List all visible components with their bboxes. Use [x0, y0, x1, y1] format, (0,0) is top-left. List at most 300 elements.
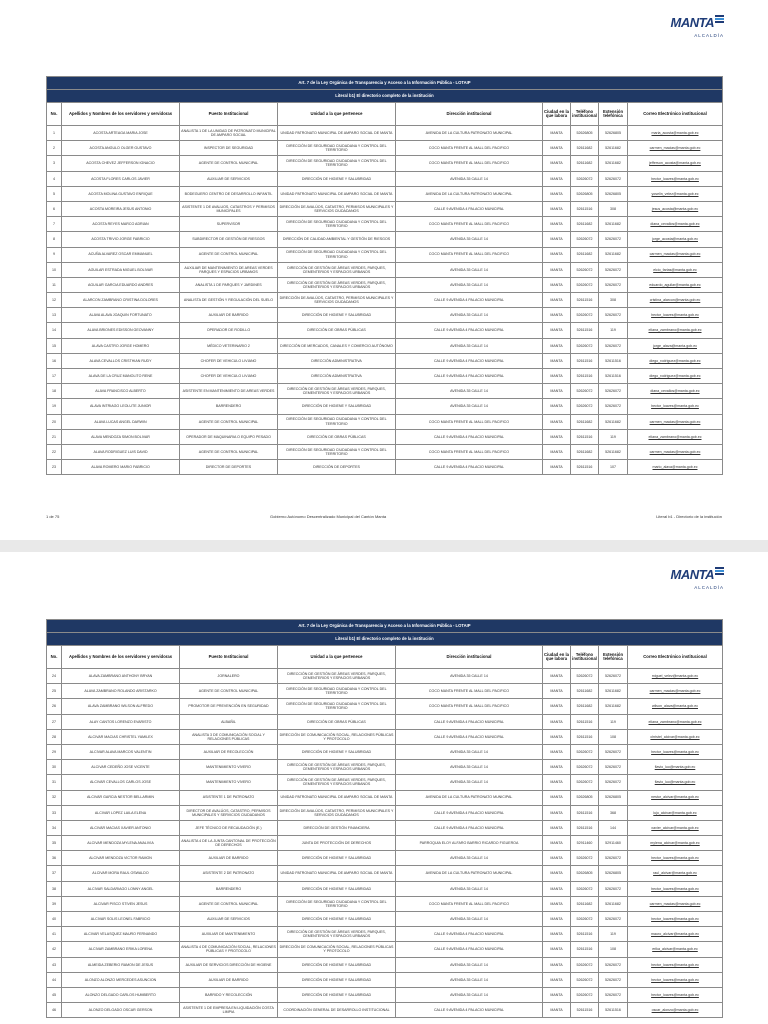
cell-no: 27	[47, 714, 62, 729]
cell-no: 4	[47, 171, 62, 186]
cell-email[interactable]: miguel_velez@manta.gob.ec	[628, 669, 723, 684]
cell-no: 16	[47, 353, 62, 368]
cell-email[interactable]: wilson_alava@manta.gob.ec	[628, 699, 723, 714]
cell-city: MANTA	[543, 775, 571, 790]
cell-address: AVENIDA 35 CALLE 14	[396, 760, 543, 775]
cell-no: 41	[47, 927, 62, 942]
cell-email[interactable]: lujo_alcivar@manta.gob.ec	[628, 805, 723, 820]
logo-wordmark: MANTA	[670, 567, 714, 582]
cell-extension: 52626072	[599, 338, 628, 353]
cell-city: MANTA	[543, 353, 571, 368]
cell-name: ALAVA FRANCISCO ALBERTO	[62, 384, 180, 399]
cell-extension: 52611682	[599, 414, 628, 429]
cell-email[interactable]: flavio_luo@manta.gob.ec	[628, 775, 723, 790]
cell-extension: 52611516	[599, 1003, 628, 1018]
table-row	[47, 684, 723, 699]
cell-address: CALLE 9 AVENIDA 4 PALACIO MUNICIPAL	[396, 353, 543, 368]
cell-email[interactable]: hector_loaves@manta.gob.ec	[628, 957, 723, 972]
cell-city: MANTA	[543, 957, 571, 972]
cell-no: 6	[47, 201, 62, 216]
cell-unit: UNIDAD PATRONATO MUNICIPAL DE AMPARO SOCIAL DE MANTA	[278, 126, 396, 141]
cell-no: 20	[47, 414, 62, 429]
cell-address: COCO MANTA FRENTE AL MALL DEL PACIFICO	[396, 684, 543, 699]
cell-email[interactable]: raul_alcivar@manta.gob.ec	[628, 866, 723, 881]
cell-unit: DIRECCIÓN DE GESTIÓN DE ÁREAS VERDES, PARQUES, CEMENTERIOS Y ESPACIOS URBANOS	[278, 775, 396, 790]
cell-name: ALCIVAR LOPEZ LAILA ELENA	[62, 805, 180, 820]
cell-no: 7	[47, 217, 62, 232]
cell-name: ALAVA RODRIGUEZ LUIS DAVID	[62, 444, 180, 459]
cell-name: ALAY CANTOS LORENZO EVARISTO	[62, 714, 180, 729]
cell-phone: 52626072	[571, 171, 599, 186]
cell-unit: DIRECCIÓN DE AVALÚOS, CATASTRO, PERMISOS MUNICIPALES Y SERVICIOS CIUDADANOS	[278, 293, 396, 308]
cell-phone: 52626805	[571, 126, 599, 141]
cell-name: ALCIVAR MENDOZA MYLENA ANALIVIA	[62, 836, 180, 851]
cell-phone: 52611682	[571, 217, 599, 232]
table-row	[47, 353, 723, 368]
table-row	[47, 293, 723, 308]
cell-name: ALAVA ZAMBRANO WILSON ALFREDO	[62, 699, 180, 714]
table-row	[47, 369, 723, 384]
cell-position: AUXILIAR DE SERVICIOS	[180, 171, 278, 186]
table-row	[47, 669, 723, 684]
cell-extension: 52626072	[599, 232, 628, 247]
cell-extension: 52626072	[599, 399, 628, 414]
cell-address: COCO MANTA FRENTE AL MALL DEL PACIFICO	[396, 414, 543, 429]
cell-name: ALCIVAR MENDOZA VICTOR RAMON	[62, 851, 180, 866]
table-row	[47, 729, 723, 744]
cell-city: MANTA	[543, 277, 571, 292]
cell-no: 28	[47, 729, 62, 744]
cell-unit: DIRECCIÓN DE COMUNICACIÓN SOCIAL, RELACIONES PÚBLICAS Y PROTOCOLO	[278, 942, 396, 957]
cell-unit: DIRECCIÓN DE OBRAS PÚBLICAS	[278, 429, 396, 444]
cell-position: AGENTE DE CONTROL MUNICIPAL	[180, 444, 278, 459]
cell-unit: DIRECCIÓN DE SEGURIDAD CIUDADANA Y CONTROL DEL TERRITORIO	[278, 896, 396, 911]
cell-unit: DIRECCIÓN DE HIGIENE Y SALUBRIDAD	[278, 881, 396, 896]
table-row	[47, 460, 723, 475]
logo-bars-icon	[715, 566, 724, 575]
cell-position: AUXILIAR DE MANTENIMIENTO	[180, 927, 278, 942]
col-header-extension: Extensión telefónica	[599, 103, 628, 126]
cell-position: AUXILIAR DE BARRIDO	[180, 308, 278, 323]
cell-email[interactable]: hector_loaves@manta.gob.ec	[628, 744, 723, 759]
cell-position: AUXILIAR DE SERVICIOS DIRECCIÓN DE HIGIENE	[180, 957, 278, 972]
cell-no: 32	[47, 790, 62, 805]
table-row	[47, 308, 723, 323]
cell-city: MANTA	[543, 684, 571, 699]
cell-extension: 52626072	[599, 262, 628, 277]
cell-email[interactable]: hector_loaves@manta.gob.ec	[628, 912, 723, 927]
cell-position: ANALISTA 4 DE COMUNICACIÓN SOCIAL, RELACIONES PÚBLICAS Y PROTOCOLO	[180, 942, 278, 957]
cell-city: MANTA	[543, 444, 571, 459]
cell-position: INSPECTOR DE SEGURIDAD	[180, 141, 278, 156]
cell-position: JEFE TÉCNICO DE RECAUDACIÓN (E.)	[180, 820, 278, 835]
cell-unit: DIRECCIÓN DE SEGURIDAD CIUDADANA Y CONTROL DEL TERRITORIO	[278, 444, 396, 459]
cell-address: AVENIDA 35 CALLE 14	[396, 277, 543, 292]
table-row	[47, 323, 723, 338]
cell-city: MANTA	[543, 881, 571, 896]
cell-email[interactable]: hector_loaves@manta.gob.ec	[628, 987, 723, 1002]
cell-phone: 52626072	[571, 881, 599, 896]
cell-name: ALCIVAR VELASQUEZ MAURO FERNANDO	[62, 927, 180, 942]
cell-phone: 52626072	[571, 957, 599, 972]
cell-no: 19	[47, 399, 62, 414]
cell-phone: 52626072	[571, 308, 599, 323]
cell-address: PARROQUIA ELOY ALFARO BARRIO RICARDO FIGUEROA	[396, 836, 543, 851]
cell-position: CHOFER DE VEHICULO LIVIANO	[180, 369, 278, 384]
cell-unit: DIRECCIÓN DE SEGURIDAD CIUDADANA Y CONTROL DEL TERRITORIO	[278, 156, 396, 171]
cell-name: ALAVA INTRIAGO LEOLUTE JUNIOR	[62, 399, 180, 414]
cell-city: MANTA	[543, 972, 571, 987]
col-header-extension: Extensión telefónica	[599, 646, 628, 669]
cell-email[interactable]: cristina_alarcon@manta.gob.ec	[628, 293, 723, 308]
cell-city: MANTA	[543, 308, 571, 323]
page-separator	[0, 540, 768, 552]
cell-no: 22	[47, 444, 62, 459]
cell-address: CALLE 9 AVENIDA 4 PALACIO MUNICIPAL	[396, 820, 543, 835]
cell-extension: 119	[599, 714, 628, 729]
cell-extension: 108	[599, 729, 628, 744]
cell-extension: 52626072	[599, 881, 628, 896]
cell-name: ALCIVAR CEDEÑO JOSE VICENTE	[62, 760, 180, 775]
table-row	[47, 384, 723, 399]
cell-city: MANTA	[543, 323, 571, 338]
table-row	[47, 141, 723, 156]
cell-email[interactable]: diego_rodriguez@manta.gob.ec	[628, 369, 723, 384]
cell-phone: 52611516	[571, 353, 599, 368]
cell-phone: 52626805	[571, 186, 599, 201]
cell-city: MANTA	[543, 866, 571, 881]
cell-city: MANTA	[543, 399, 571, 414]
cell-position: ALBAÑIL	[180, 714, 278, 729]
cell-city: MANTA	[543, 790, 571, 805]
cell-address: AVENIDA DE LA CULTURA PATRONATO MUNICIPAL	[396, 126, 543, 141]
table-row	[47, 714, 723, 729]
cell-extension: 52611682	[599, 684, 628, 699]
cell-phone: 52611516	[571, 927, 599, 942]
table-row	[47, 881, 723, 896]
cell-extension: 52626805	[599, 186, 628, 201]
cell-email[interactable]: flavio_luo@manta.gob.ec	[628, 760, 723, 775]
cell-email[interactable]: xavier_alcivar@manta.gob.ec	[628, 820, 723, 835]
cell-position: BODEGUERO CENTRO DE DESARROLLO INFANTIL	[180, 186, 278, 201]
cell-extension: 108	[599, 942, 628, 957]
cell-city: MANTA	[543, 820, 571, 835]
manta-logo	[664, 566, 724, 588]
col-header-position: Puesto Institucional	[180, 103, 278, 126]
cell-address: AVENIDA 35 CALLE 14	[396, 957, 543, 972]
cell-address: AVENIDA DE LA CULTURA PATRONATO MUNICIPAL	[396, 790, 543, 805]
cell-name: ALAVA LUCAS ANGEL DARWIN	[62, 414, 180, 429]
cell-email[interactable]: christel_alcivar@manta.gob.ec	[628, 729, 723, 744]
directory-table	[46, 76, 723, 475]
cell-email[interactable]: eliana_zambrano@manta.gob.ec	[628, 714, 723, 729]
cell-unit: DIRECCIÓN DE SEGURIDAD CIUDADANA Y CONTROL DEL TERRITORIO	[278, 699, 396, 714]
table-row	[47, 896, 723, 911]
logo-bars-icon	[715, 14, 724, 23]
cell-city: MANTA	[543, 429, 571, 444]
cell-no: 37	[47, 866, 62, 881]
cell-unit: DIRECCIÓN DE HIGIENE Y SALUBRIDAD	[278, 171, 396, 186]
cell-email[interactable]: jesus_acosta@manta.gob.ec	[628, 201, 723, 216]
col-header-position: Puesto Institucional	[180, 646, 278, 669]
cell-address: CALLE 9 AVENIDA 4 PALACIO MUNICIPAL	[396, 323, 543, 338]
cell-name: ALAVA CEVALLOS CRISTHIAN RUDY	[62, 353, 180, 368]
cell-extension: 52626072	[599, 760, 628, 775]
cell-city: MANTA	[543, 729, 571, 744]
cell-city: MANTA	[543, 1003, 571, 1018]
table-row	[47, 760, 723, 775]
cell-city: MANTA	[543, 744, 571, 759]
table-banner-title: Art. 7 de la Ley Orgánica de Transparencia y Acceso a la Información Pública - LOTAIP	[47, 77, 723, 90]
cell-city: MANTA	[543, 384, 571, 399]
cell-name: ALCIVAR MACIAS CHRISTEL YAMILEX	[62, 729, 180, 744]
cell-city: MANTA	[543, 760, 571, 775]
cell-address: AVENIDA 35 CALLE 14	[396, 972, 543, 987]
cell-address: CALLE 9 AVENIDA 4 PALACIO MUNICIPAL	[396, 460, 543, 475]
cell-address: AVENIDA 35 CALLE 14	[396, 308, 543, 323]
cell-city: MANTA	[543, 247, 571, 262]
cell-phone: 52626072	[571, 987, 599, 1002]
cell-email[interactable]: carmen_macias@manta.gob.ec	[628, 896, 723, 911]
col-header-no: No.	[47, 646, 62, 669]
cell-address: AVENIDA 35 CALLE 14	[396, 262, 543, 277]
cell-no: 11	[47, 277, 62, 292]
cell-no: 30	[47, 760, 62, 775]
cell-extension: 52611682	[599, 444, 628, 459]
cell-unit: DIRECCIÓN DE GESTIÓN DE ÁREAS VERDES, PARQUES, CEMENTERIOS Y ESPACIOS URBANOS	[278, 760, 396, 775]
cell-name: ACOSTA MOREIRA JESUS ANTONIO	[62, 201, 180, 216]
cell-unit: DIRECCIÓN DE GESTIÓN DE ÁREAS VERDES, PARQUES, CEMENTERIOS Y ESPACIOS URBANOS	[278, 277, 396, 292]
cell-email[interactable]: carmen_macias@manta.gob.ec	[628, 684, 723, 699]
cell-phone: 52626805	[571, 790, 599, 805]
cell-email[interactable]: nestor_alcivar@manta.gob.ec	[628, 790, 723, 805]
cell-name: ALAVA BRIONES EDISSON GEOVANNY	[62, 323, 180, 338]
table-row	[47, 851, 723, 866]
col-header-phone: Teléfono institucional	[571, 103, 599, 126]
cell-name: ALCIVAR SALDARIAGO LONNY ANGEL	[62, 881, 180, 896]
cell-name: ALCIVAR PISCO STIVEN JESUS	[62, 896, 180, 911]
cell-position: OPERADOR DE RODILLO	[180, 323, 278, 338]
cell-unit: UNIDAD PATRONATO MUNICIPAL DE AMPARO SOCIAL DE MANTA	[278, 790, 396, 805]
cell-email[interactable]: carmen_macias@manta.gob.ec	[628, 141, 723, 156]
cell-email[interactable]: hector_loaves@manta.gob.ec	[628, 171, 723, 186]
cell-position: MÉDICO VETERINARIO 2	[180, 338, 278, 353]
cell-name: AGUILAR GARCIA EDUARDO ANDRES	[62, 277, 180, 292]
cell-email[interactable]: eliana_zambrano@manta.gob.ec	[628, 323, 723, 338]
cell-city: MANTA	[543, 262, 571, 277]
cell-unit: DIRECCIÓN DE HIGIENE Y SALUBRIDAD	[278, 912, 396, 927]
cell-unit: DIRECCIÓN DE CALIDAD AMBIENTAL Y GESTIÓN DE RIESGOS	[278, 232, 396, 247]
col-header-unit: Unidad a la que pertenece	[278, 103, 396, 126]
cell-email[interactable]: hector_loaves@manta.gob.ec	[628, 851, 723, 866]
cell-extension: 52626072	[599, 912, 628, 927]
cell-name: ALAVA CASTRO JORGE HOMERO	[62, 338, 180, 353]
cell-email[interactable]: mauro_alcivar@manta.gob.ec	[628, 927, 723, 942]
cell-email[interactable]: eduardo_aguilar@manta.gob.ec	[628, 277, 723, 292]
cell-phone: 52611682	[571, 896, 599, 911]
cell-email[interactable]: hector_loaves@manta.gob.ec	[628, 881, 723, 896]
table-row	[47, 262, 723, 277]
cell-extension: 52611682	[599, 247, 628, 262]
cell-no: 45	[47, 987, 62, 1002]
cell-extension: 52626072	[599, 171, 628, 186]
cell-email[interactable]: hector_loaves@manta.gob.ec	[628, 399, 723, 414]
cell-position: AGENTE DE CONTROL MUNICIPAL	[180, 414, 278, 429]
cell-phone: 52611682	[571, 684, 599, 699]
logo-subtitle: ALCALDÍA	[694, 585, 724, 590]
cell-email[interactable]: jorge_alava@manta.gob.ec	[628, 338, 723, 353]
cell-no: 40	[47, 912, 62, 927]
cell-name: ACOSTA REYES MARCO ADRIAN	[62, 217, 180, 232]
cell-email[interactable]: carmen_macias@manta.gob.ec	[628, 414, 723, 429]
cell-no: 1	[47, 126, 62, 141]
cell-unit: DIRECCIÓN DE SEGURIDAD CIUDADANA Y CONTROL DEL TERRITORIO	[278, 217, 396, 232]
cell-name: ACOSTA ANGULO OLGER GUSTAVO	[62, 141, 180, 156]
table-row	[47, 820, 723, 835]
cell-no: 10	[47, 262, 62, 277]
cell-email[interactable]: carmen_macias@manta.gob.ec	[628, 444, 723, 459]
cell-position: BARRENDERO	[180, 881, 278, 896]
col-header-address: Dirección institucional	[396, 103, 543, 126]
cell-email[interactable]: elcio_farias@manta.gob.ec	[628, 262, 723, 277]
cell-email[interactable]: maria_acosta@manta.gob.ec	[628, 126, 723, 141]
cell-extension: 119	[599, 323, 628, 338]
cell-unit: DIRECCIÓN DE HIGIENE Y SALUBRIDAD	[278, 851, 396, 866]
cell-no: 3	[47, 156, 62, 171]
cell-unit: DIRECCIÓN DE AVALÚOS, CATASTRO, PERMISOS MUNICIPALES Y SERVICIOS CIUDADANOS	[278, 201, 396, 216]
col-header-unit: Unidad a la que pertenece	[278, 646, 396, 669]
table-row	[47, 171, 723, 186]
cell-address: COCO MANTA FRENTE AL MALL DEL PACIFICO	[396, 217, 543, 232]
cell-no: 29	[47, 744, 62, 759]
table-body	[47, 126, 723, 475]
cell-email[interactable]: jorge_acosta@manta.gob.ec	[628, 232, 723, 247]
cell-address: COCO MANTA FRENTE AL MALL DEL PACIFICO	[396, 141, 543, 156]
cell-address: COCO MANTA FRENTE AL MALL DEL PACIFICO	[396, 699, 543, 714]
cell-extension: 52626072	[599, 384, 628, 399]
cell-name: ALAVA ZAMBRANO ROLANDO ARISTARKO	[62, 684, 180, 699]
cell-name: ACOSTA CHEVEZ JEFFERSON IGNACIO	[62, 156, 180, 171]
cell-city: MANTA	[543, 201, 571, 216]
cell-extension: 52626072	[599, 277, 628, 292]
cell-name: ACOSTA MOLINA GUSTAVO ENRIQUE	[62, 186, 180, 201]
cell-phone: 52626072	[571, 775, 599, 790]
cell-no: 9	[47, 247, 62, 262]
cell-email[interactable]: oscar_alonzo@manta.gob.ec	[628, 1003, 723, 1018]
cell-no: 46	[47, 1003, 62, 1018]
cell-address: CALLE 9 AVENIDA 4 PALACIO MUNICIPAL	[396, 369, 543, 384]
cell-email[interactable]: diana_cevallos@manta.gob.ec	[628, 217, 723, 232]
cell-email[interactable]: jefferson_acosta@manta.gob.ec	[628, 156, 723, 171]
cell-email[interactable]: diego_rodriguez@manta.gob.ec	[628, 353, 723, 368]
cell-no: 17	[47, 369, 62, 384]
cell-email[interactable]: diana_cevallos@manta.gob.ec	[628, 384, 723, 399]
cell-email[interactable]: eliana_zambrano@manta.gob.ec	[628, 429, 723, 444]
cell-name: ALCIVAR ALAVA MARCOS VALENTIN	[62, 744, 180, 759]
cell-city: MANTA	[543, 141, 571, 156]
cell-unit: DIRECCIÓN DE GESTIÓN DE ÁREAS VERDES, PARQUES, CEMENTERIOS Y ESPACIOS URBANOS	[278, 262, 396, 277]
cell-address: AVENIDA 35 CALLE 14	[396, 338, 543, 353]
cell-no: 33	[47, 805, 62, 820]
cell-position: AUXILIAR DE MANTENIMIENTO DE AREAS VERDES PARQUES Y ESPACIOS URBANOS	[180, 262, 278, 277]
cell-position: MANTENIMIENTO VIVERO	[180, 775, 278, 790]
cell-email[interactable]: hector_loaves@manta.gob.ec	[628, 308, 723, 323]
cell-phone: 52611682	[571, 141, 599, 156]
footer-literal: Literal b1 - Directorio de la institución	[656, 514, 722, 519]
cell-unit: DIRECCIÓN DE HIGIENE Y SALUBRIDAD	[278, 972, 396, 987]
cell-extension: 52626072	[599, 669, 628, 684]
cell-email[interactable]: carmen_macias@manta.gob.ec	[628, 247, 723, 262]
cell-no: 38	[47, 881, 62, 896]
cell-address: AVENIDA 35 CALLE 14	[396, 851, 543, 866]
cell-position: BARRIDO Y RECOLECCIÓN	[180, 987, 278, 1002]
cell-city: MANTA	[543, 414, 571, 429]
cell-city: MANTA	[543, 669, 571, 684]
cell-no: 43	[47, 957, 62, 972]
cell-position: ASISTENTE 1 DE PATRONATO	[180, 790, 278, 805]
cell-extension: 368	[599, 805, 628, 820]
cell-extension: 52626072	[599, 957, 628, 972]
cell-position: AGENTE DE CONTROL MUNICIPAL	[180, 896, 278, 911]
cell-position: AUXILIAR DE RECOLECCIÓN	[180, 744, 278, 759]
table-body	[47, 669, 723, 1018]
table-row	[47, 927, 723, 942]
cell-no: 18	[47, 384, 62, 399]
table-row	[47, 429, 723, 444]
cell-phone: 52626072	[571, 384, 599, 399]
cell-unit: DIRECCIÓN DE SEGURIDAD CIUDADANA Y CONTROL DEL TERRITORIO	[278, 141, 396, 156]
cell-phone: 52611516	[571, 460, 599, 475]
cell-city: MANTA	[543, 460, 571, 475]
cell-unit: DIRECCIÓN DE GESTIÓN DE ÁREAS VERDES, PARQUES, CEMENTERIOS Y ESPACIOS URBANOS	[278, 927, 396, 942]
cell-unit: UNIDAD PATRONATO MUNICIPAL DE AMPARO SOCIAL DE MANTA	[278, 866, 396, 881]
cell-name: ALMEIDA ZEBERIO RAMON DE JESUS	[62, 957, 180, 972]
cell-email[interactable]: mylena_alcivar@manta.gob.ec	[628, 836, 723, 851]
table-row	[47, 399, 723, 414]
cell-email[interactable]: mario_alava@manta.gob.ec	[628, 460, 723, 475]
cell-address: COCO MANTA FRENTE AL MALL DEL PACIFICO	[396, 156, 543, 171]
cell-name: ALONZO ALONZO MERCEDES ASUNCION	[62, 972, 180, 987]
cell-phone: 52626072	[571, 851, 599, 866]
cell-address: CALLE 9 AVENIDA 4 PALACIO MUNICIPAL	[396, 805, 543, 820]
cell-unit: DIRECCIÓN DE OBRAS PÚBLICAS	[278, 323, 396, 338]
col-header-name: Apellidos y Nombres de los servidores y servidoras	[62, 103, 180, 126]
cell-city: MANTA	[543, 987, 571, 1002]
cell-name: ACOSTA FLORES CARLOS JAVIER	[62, 171, 180, 186]
cell-email[interactable]: erika_alcivar@manta.gob.ec	[628, 942, 723, 957]
cell-phone: 52626072	[571, 760, 599, 775]
table-row	[47, 414, 723, 429]
cell-email[interactable]: hector_loaves@manta.gob.ec	[628, 972, 723, 987]
cell-unit: DIRECCIÓN DE COMUNICACIÓN SOCIAL, RELACIONES PÚBLICAS Y PROTOCOLO	[278, 729, 396, 744]
cell-extension: 52611682	[599, 156, 628, 171]
cell-address: COCO MANTA FRENTE AL MALL DEL PACIFICO	[396, 896, 543, 911]
cell-no: 39	[47, 896, 62, 911]
cell-position: AGENTE DE CONTROL MUNICIPAL	[180, 684, 278, 699]
cell-email[interactable]: yoselin_velez@manta.gob.ec	[628, 186, 723, 201]
cell-phone: 52611682	[571, 414, 599, 429]
cell-name: ALAVA MENDOZA SIMON BOLIVAR	[62, 429, 180, 444]
cell-name: ALCIVAR MACIAS XAVIER ANTONIO	[62, 820, 180, 835]
cell-position: PROMOTOR DE PREVENCIÓN EN SEGURIDAD	[180, 699, 278, 714]
cell-phone: 52626072	[571, 912, 599, 927]
cell-no: 2	[47, 141, 62, 156]
cell-address: AVENIDA 35 CALLE 14	[396, 384, 543, 399]
cell-name: ALONZO DELGADO CARLOS HUMBERTO	[62, 987, 180, 1002]
cell-unit: DIRECCIÓN DE HIGIENE Y SALUBRIDAD	[278, 957, 396, 972]
col-header-email: Correo Electrónico institucional	[628, 103, 723, 126]
cell-name: ALONZO DELGADO OSCAR GERSON	[62, 1003, 180, 1018]
